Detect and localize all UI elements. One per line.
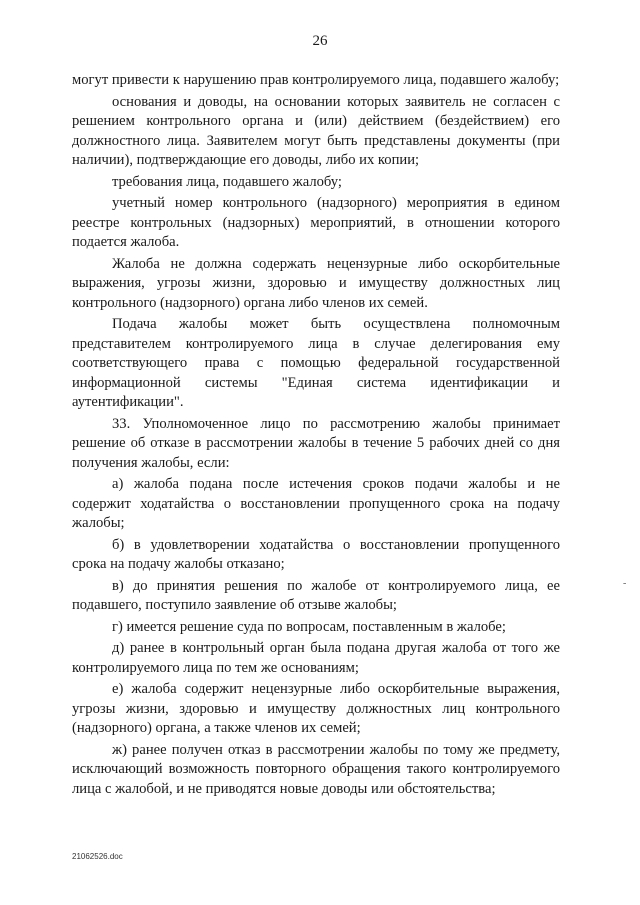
list-item: а) жалоба подана после истечения сроков подачи жалобы и не содержит ходатайства о восстановлении пропущенного срока на подачу жалобы;	[72, 476, 560, 531]
file-name-footer: 21062526.doc	[72, 852, 123, 861]
paragraph: 33. Уполномоченное лицо по рассмотрению жалобы принимает решение об отказе в рассмотрении жалобы в течение 5 рабочих дней со дня получения жалобы, если:	[72, 415, 560, 471]
list-item: ж) ранее получен отказ в рассмотрении жалобы по тому же предмету, исключающий возможность повторного обращения такого контролируемого лица с жалобой, и не приводятся новые доводы или обстоятельства;	[72, 741, 560, 797]
edge-mark: -	[623, 578, 627, 589]
list-item: е) жалоба содержит нецензурные либо оскорбительные выражения, угрозы жизни, здоровью и имуществу должностных лиц контрольного (надзорного) органа, а также членов их семей;	[72, 681, 560, 736]
list-item: д) ранее в контрольный орган была подана другая жалоба от того же контролируемого лица по тем же основаниям;	[72, 640, 560, 676]
list-item: в) до принятия решения по жалобе от контролируемого лица, ее подавшего, поступило заявление об отзыве жалобы;	[72, 577, 560, 613]
paragraph: учетный номер контрольного (надзорного) мероприятия в едином реестре контрольных (надзорных) мероприятий, в отношении которого подается жалоба.	[72, 195, 560, 250]
page-number: 26	[312, 33, 328, 49]
paragraph: могут привести к нарушению прав контролируемого лица, подавшего жалобу;	[72, 72, 560, 88]
paragraph: Жалоба не должна содержать нецензурные либо оскорбительные выражения, угрозы жизни, здоровью и имуществу должностных лиц контрольного (надзорного) органа либо членов их семей.	[72, 255, 560, 311]
paragraph: основания и доводы, на основании которых заявитель не согласен с решением контрольного органа и (или) действием (бездействием) его должностного лица. Заявителем могут быть представлены документы (при наличии), подтверждающие его доводы, либо их копии;	[72, 93, 560, 168]
paragraph: Подача жалобы может быть осуществлена полномочным представителем контролируемого лица в случае делегирования ему соответствующего права с помощью федеральной государственной информационной системы "Единая система идентификации и аутентификации".	[72, 316, 560, 410]
list-item: б) в удовлетворении ходатайства о восстановлении пропущенного срока на подачу жалобы отказано;	[72, 536, 560, 572]
paragraph: требования лица, подавшего жалобу;	[112, 173, 342, 190]
list-item: г) имеется решение суда по вопросам, поставленным в жалобе;	[112, 618, 506, 635]
document-body	[72, 71, 560, 799]
